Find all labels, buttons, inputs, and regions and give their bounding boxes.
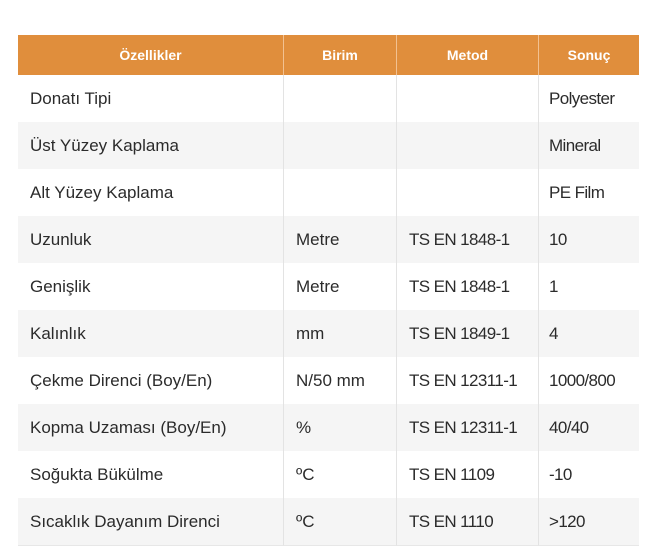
result-cell: PE Film bbox=[539, 169, 639, 216]
table-row bbox=[18, 357, 639, 404]
result-cell: 1000/800 bbox=[539, 357, 639, 404]
method-cell: TS EN 1110 bbox=[397, 498, 539, 546]
result-cell: 10 bbox=[539, 216, 639, 263]
property-cell: Kopma Uzaması (Boy/En) bbox=[18, 404, 284, 451]
property-cell: Kalınlık bbox=[18, 310, 284, 357]
method-cell: TS EN 12311-1 bbox=[397, 404, 539, 451]
property-cell: Uzunluk bbox=[18, 216, 284, 263]
result-cell: Mineral bbox=[539, 122, 639, 169]
unit-cell: % bbox=[284, 404, 397, 451]
result-cell: 1 bbox=[539, 263, 639, 310]
unit-cell: mm bbox=[284, 310, 397, 357]
property-cell: Soğukta Bükülme bbox=[18, 451, 284, 498]
header-metod: Metod bbox=[397, 35, 539, 75]
property-cell: Donatı Tipi bbox=[18, 75, 284, 122]
header-birim: Birim bbox=[284, 35, 397, 75]
result-cell: 4 bbox=[539, 310, 639, 357]
property-cell: Genişlik bbox=[18, 263, 284, 310]
property-cell: Sıcaklık Dayanım Direnci bbox=[18, 498, 284, 546]
method-cell: TS EN 1849-1 bbox=[397, 310, 539, 357]
unit-cell: Metre bbox=[284, 263, 397, 310]
table-row bbox=[18, 310, 639, 357]
unit-cell bbox=[284, 169, 397, 216]
table-row bbox=[18, 122, 639, 169]
table-header bbox=[18, 35, 639, 75]
method-cell: TS EN 1848-1 bbox=[397, 263, 539, 310]
result-cell: -10 bbox=[539, 451, 639, 498]
table-row bbox=[18, 498, 639, 546]
table-row bbox=[18, 169, 639, 216]
table-row bbox=[18, 263, 639, 310]
method-cell bbox=[397, 75, 539, 122]
unit-cell: ºC bbox=[284, 498, 397, 546]
method-cell: TS EN 12311-1 bbox=[397, 357, 539, 404]
property-cell: Çekme Direnci (Boy/En) bbox=[18, 357, 284, 404]
header-row bbox=[18, 35, 639, 75]
method-cell: TS EN 1109 bbox=[397, 451, 539, 498]
header-sonuc: Sonuç bbox=[539, 35, 639, 75]
result-cell: Polyester bbox=[539, 75, 639, 122]
table-row bbox=[18, 216, 639, 263]
result-cell: >120 bbox=[539, 498, 639, 546]
unit-cell bbox=[284, 75, 397, 122]
spec-table-container bbox=[18, 35, 639, 546]
unit-cell: Metre bbox=[284, 216, 397, 263]
property-cell: Üst Yüzey Kaplama bbox=[18, 122, 284, 169]
unit-cell: ºC bbox=[284, 451, 397, 498]
table-body bbox=[18, 75, 639, 546]
unit-cell bbox=[284, 122, 397, 169]
unit-cell: N/50 mm bbox=[284, 357, 397, 404]
spec-table bbox=[18, 35, 639, 546]
property-cell: Alt Yüzey Kaplama bbox=[18, 169, 284, 216]
method-cell bbox=[397, 169, 539, 216]
table-row bbox=[18, 75, 639, 122]
header-ozellikler: Özellikler bbox=[18, 35, 284, 75]
table-row bbox=[18, 404, 639, 451]
result-cell: 40/40 bbox=[539, 404, 639, 451]
method-cell: TS EN 1848-1 bbox=[397, 216, 539, 263]
table-row bbox=[18, 451, 639, 498]
method-cell bbox=[397, 122, 539, 169]
